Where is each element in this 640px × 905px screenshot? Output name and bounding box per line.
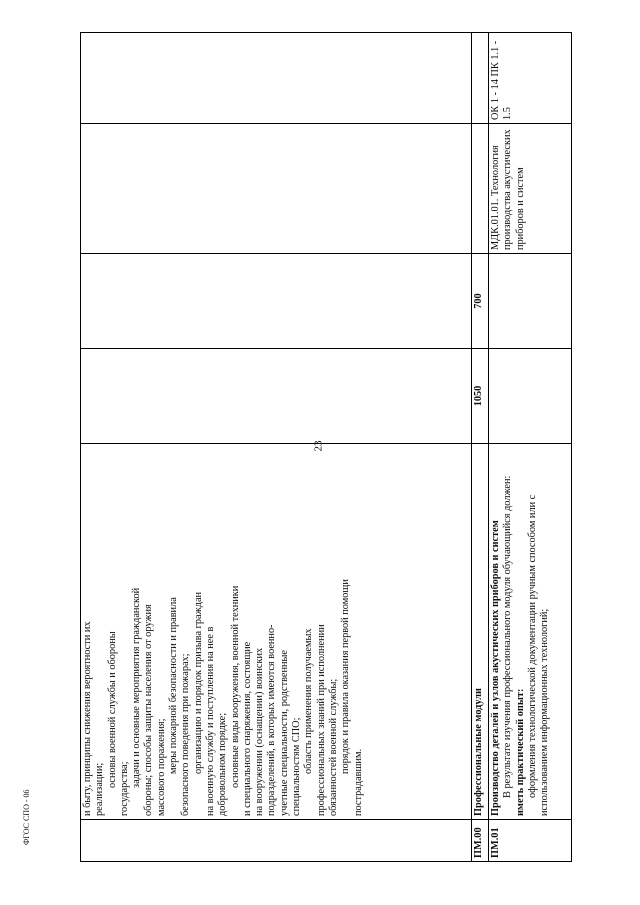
text-line: и специального снаряжения, состоящие: [241, 641, 253, 816]
text-line: задачи и основные мероприятия гражданской: [131, 587, 143, 788]
text-line: подразделений, в которых имеются военно-: [266, 624, 278, 816]
continuation-text: [81, 440, 471, 819]
pm01-intro: В результате изучения профессионального модуля обучающийся должен:: [502, 475, 514, 798]
text-line: основы военной службы и обороны: [106, 631, 118, 788]
text-line: область применения получаемых: [303, 628, 315, 774]
text-line: и быту, принципы снижения вероятности их: [82, 621, 93, 816]
text-line: основные виды вооружения, военной техники: [229, 585, 241, 788]
text-line: специальностям СПО;: [291, 717, 303, 816]
footer-label: ФГОС СПО - 06: [22, 789, 31, 845]
text-line: на военную службу и поступления на нее в: [204, 626, 216, 816]
text-line: порядок и правила оказания первой помощи: [340, 579, 352, 774]
text-line: безопасного поведения при пожарах;: [180, 653, 192, 816]
text-line: обороны; способы защиты населения от оружия: [143, 604, 155, 816]
pm01-experience-label: иметь практический опыт:: [514, 688, 526, 816]
pm01-mdk: МДК.01.01. Технология производства акустических приборов и систем: [489, 123, 571, 253]
table-row: [471, 32, 489, 862]
pm01-experience-text: оформления технологической документации ручным способом или с использованием информационных технологий;: [526, 494, 551, 816]
text-line: реализации;: [94, 762, 106, 816]
table-row: [488, 32, 572, 862]
pm00-title: Профессиональные модули: [472, 443, 488, 819]
pm01-competencies: ОК 1 - 14 ПК 1.1 - 1.5: [490, 40, 514, 120]
pm01-description: [489, 443, 571, 819]
text-line: профессиональных знаний при исполнении: [315, 624, 327, 816]
page-number: 23: [312, 440, 325, 452]
text-line: массового поражения;: [155, 718, 167, 816]
pm01-title: Производство деталей и узлов акустических приборов и систем: [490, 520, 501, 816]
pm00-total: 1050: [472, 348, 488, 443]
curriculum-table: [80, 32, 572, 862]
text-line: обязанностей военной службы;: [327, 678, 339, 816]
text-line: учетные специальности, родственные: [278, 650, 290, 816]
text-line: на вооружении (оснащении) воинских: [254, 647, 266, 816]
text-line: добровольном порядке;: [217, 712, 229, 816]
text-line: меры пожарной безопасности и правила: [168, 597, 180, 774]
pm00-code: ПМ.00: [472, 819, 488, 861]
text-line: пострадавшим.: [352, 748, 364, 816]
text-line: организацию и порядок призыва граждан: [192, 591, 204, 774]
pm01-code: ПМ.01: [489, 819, 571, 861]
text-line: государства;: [118, 761, 130, 816]
table-row: [80, 32, 472, 862]
pm00-hours: 700: [472, 253, 488, 348]
